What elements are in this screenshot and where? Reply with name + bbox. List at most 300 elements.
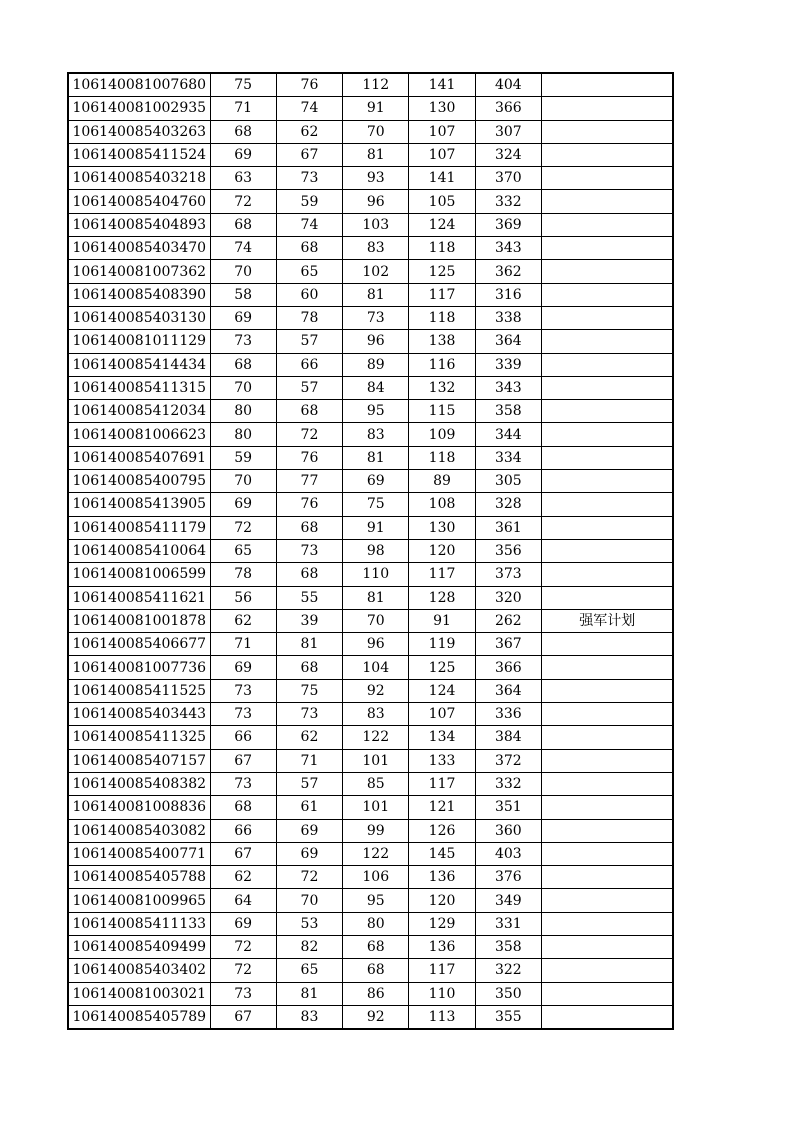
table-row (68, 97, 673, 120)
candidate-id-cell: 106140085414434 (68, 353, 210, 376)
table-row (68, 959, 673, 982)
subject-2-score-cell: 65 (276, 959, 342, 982)
table-row (68, 213, 673, 236)
subject-4-score-cell: 108 (409, 493, 475, 516)
subject-2-score-cell: 72 (276, 866, 342, 889)
total-score-cell: 355 (475, 1005, 541, 1029)
candidate-id-cell: 106140085404893 (68, 213, 210, 236)
subject-1-score-cell: 80 (210, 423, 276, 446)
subject-2-score-cell: 76 (276, 493, 342, 516)
subject-4-score-cell: 141 (409, 167, 475, 190)
subject-4-score-cell: 130 (409, 516, 475, 539)
subject-1-score-cell: 62 (210, 866, 276, 889)
subject-4-score-cell: 124 (409, 679, 475, 702)
subject-4-score-cell: 118 (409, 306, 475, 329)
note-cell (541, 586, 673, 609)
subject-4-score-cell: 117 (409, 772, 475, 795)
subject-3-score-cell: 68 (343, 935, 409, 958)
table-row (68, 260, 673, 283)
score-table (67, 72, 674, 1030)
table-row (68, 726, 673, 749)
subject-4-score-cell: 136 (409, 935, 475, 958)
table-row (68, 539, 673, 562)
note-cell (541, 703, 673, 726)
subject-1-score-cell: 59 (210, 446, 276, 469)
subject-4-score-cell: 113 (409, 1005, 475, 1029)
candidate-id-cell: 106140085403402 (68, 959, 210, 982)
subject-1-score-cell: 68 (210, 353, 276, 376)
note-cell (541, 679, 673, 702)
candidate-id-cell: 106140085411525 (68, 679, 210, 702)
candidate-id-cell: 106140081006623 (68, 423, 210, 446)
subject-4-score-cell: 117 (409, 283, 475, 306)
note-cell (541, 516, 673, 539)
candidate-id-cell: 106140085403443 (68, 703, 210, 726)
subject-3-score-cell: 99 (343, 819, 409, 842)
subject-2-score-cell: 65 (276, 260, 342, 283)
total-score-cell: 362 (475, 260, 541, 283)
note-cell (541, 772, 673, 795)
subject-4-score-cell: 134 (409, 726, 475, 749)
table-row (68, 866, 673, 889)
subject-3-score-cell: 91 (343, 97, 409, 120)
subject-2-score-cell: 71 (276, 749, 342, 772)
subject-4-score-cell: 91 (409, 609, 475, 632)
note-cell: 强军计划 (541, 609, 673, 632)
subject-3-score-cell: 110 (343, 563, 409, 586)
subject-2-score-cell: 39 (276, 609, 342, 632)
total-score-cell: 328 (475, 493, 541, 516)
table-row (68, 120, 673, 143)
note-cell (541, 866, 673, 889)
candidate-id-cell: 106140081007362 (68, 260, 210, 283)
subject-3-score-cell: 122 (343, 842, 409, 865)
subject-4-score-cell: 129 (409, 912, 475, 935)
note-cell (541, 889, 673, 912)
table-row (68, 563, 673, 586)
subject-1-score-cell: 73 (210, 772, 276, 795)
subject-3-score-cell: 70 (343, 609, 409, 632)
subject-1-score-cell: 75 (210, 73, 276, 97)
note-cell (541, 237, 673, 260)
subject-4-score-cell: 124 (409, 213, 475, 236)
subject-1-score-cell: 63 (210, 167, 276, 190)
subject-1-score-cell: 62 (210, 609, 276, 632)
subject-4-score-cell: 120 (409, 889, 475, 912)
note-cell (541, 749, 673, 772)
subject-4-score-cell: 89 (409, 470, 475, 493)
note-cell (541, 656, 673, 679)
candidate-id-cell: 106140085411179 (68, 516, 210, 539)
subject-3-score-cell: 92 (343, 679, 409, 702)
subject-3-score-cell: 73 (343, 306, 409, 329)
candidate-id-cell: 106140081007680 (68, 73, 210, 97)
subject-2-score-cell: 62 (276, 726, 342, 749)
subject-2-score-cell: 73 (276, 539, 342, 562)
note-cell (541, 633, 673, 656)
table-row (68, 1005, 673, 1029)
candidate-id-cell: 106140085403263 (68, 120, 210, 143)
subject-4-score-cell: 120 (409, 539, 475, 562)
subject-4-score-cell: 125 (409, 656, 475, 679)
subject-3-score-cell: 96 (343, 330, 409, 353)
subject-2-score-cell: 67 (276, 143, 342, 166)
note-cell (541, 97, 673, 120)
subject-1-score-cell: 71 (210, 633, 276, 656)
total-score-cell: 334 (475, 446, 541, 469)
subject-2-score-cell: 81 (276, 982, 342, 1005)
total-score-cell: 364 (475, 679, 541, 702)
candidate-id-cell: 106140085413905 (68, 493, 210, 516)
table-row (68, 446, 673, 469)
note-cell (541, 446, 673, 469)
subject-2-score-cell: 69 (276, 819, 342, 842)
table-row (68, 237, 673, 260)
candidate-id-cell: 106140085403082 (68, 819, 210, 842)
subject-4-score-cell: 126 (409, 819, 475, 842)
subject-2-score-cell: 83 (276, 1005, 342, 1029)
subject-2-score-cell: 68 (276, 400, 342, 423)
candidate-id-cell: 106140081008836 (68, 796, 210, 819)
note-cell (541, 213, 673, 236)
subject-3-score-cell: 96 (343, 633, 409, 656)
subject-1-score-cell: 74 (210, 237, 276, 260)
total-score-cell: 339 (475, 353, 541, 376)
subject-4-score-cell: 130 (409, 97, 475, 120)
table-row (68, 982, 673, 1005)
subject-1-score-cell: 72 (210, 959, 276, 982)
note-cell (541, 353, 673, 376)
note-cell (541, 283, 673, 306)
subject-4-score-cell: 141 (409, 73, 475, 97)
note-cell (541, 493, 673, 516)
candidate-id-cell: 106140085411621 (68, 586, 210, 609)
subject-2-score-cell: 68 (276, 516, 342, 539)
total-score-cell: 262 (475, 609, 541, 632)
total-score-cell: 331 (475, 912, 541, 935)
subject-3-score-cell: 84 (343, 376, 409, 399)
candidate-id-cell: 106140085403130 (68, 306, 210, 329)
subject-3-score-cell: 104 (343, 656, 409, 679)
candidate-id-cell: 106140085411133 (68, 912, 210, 935)
table-row (68, 842, 673, 865)
total-score-cell: 364 (475, 330, 541, 353)
subject-4-score-cell: 118 (409, 446, 475, 469)
subject-2-score-cell: 57 (276, 376, 342, 399)
subject-2-score-cell: 53 (276, 912, 342, 935)
note-cell (541, 470, 673, 493)
candidate-id-cell: 106140085408382 (68, 772, 210, 795)
table-row (68, 376, 673, 399)
subject-2-score-cell: 78 (276, 306, 342, 329)
table-row (68, 935, 673, 958)
subject-1-score-cell: 58 (210, 283, 276, 306)
subject-3-score-cell: 75 (343, 493, 409, 516)
subject-3-score-cell: 83 (343, 423, 409, 446)
total-score-cell: 343 (475, 376, 541, 399)
table-row (68, 772, 673, 795)
note-cell (541, 819, 673, 842)
subject-1-score-cell: 70 (210, 470, 276, 493)
subject-1-score-cell: 68 (210, 120, 276, 143)
candidate-id-cell: 106140085411524 (68, 143, 210, 166)
candidate-id-cell: 106140085411315 (68, 376, 210, 399)
candidate-id-cell: 106140085409499 (68, 935, 210, 958)
table-row (68, 633, 673, 656)
subject-2-score-cell: 66 (276, 353, 342, 376)
subject-4-score-cell: 117 (409, 959, 475, 982)
subject-1-score-cell: 80 (210, 400, 276, 423)
candidate-id-cell: 106140085406677 (68, 633, 210, 656)
subject-3-score-cell: 95 (343, 400, 409, 423)
total-score-cell: 384 (475, 726, 541, 749)
subject-3-score-cell: 95 (343, 889, 409, 912)
table-row (68, 167, 673, 190)
subject-1-score-cell: 69 (210, 912, 276, 935)
total-score-cell: 322 (475, 959, 541, 982)
table-row (68, 143, 673, 166)
subject-3-score-cell: 92 (343, 1005, 409, 1029)
subject-2-score-cell: 61 (276, 796, 342, 819)
subject-3-score-cell: 96 (343, 190, 409, 213)
subject-2-score-cell: 73 (276, 703, 342, 726)
total-score-cell: 358 (475, 400, 541, 423)
table-row (68, 586, 673, 609)
total-score-cell: 372 (475, 749, 541, 772)
subject-1-score-cell: 68 (210, 213, 276, 236)
table-row (68, 796, 673, 819)
note-cell (541, 376, 673, 399)
subject-3-score-cell: 86 (343, 982, 409, 1005)
note-cell (541, 1005, 673, 1029)
subject-2-score-cell: 76 (276, 73, 342, 97)
note-cell (541, 73, 673, 97)
subject-2-score-cell: 76 (276, 446, 342, 469)
candidate-id-cell: 106140081009965 (68, 889, 210, 912)
total-score-cell: 369 (475, 213, 541, 236)
total-score-cell: 324 (475, 143, 541, 166)
subject-2-score-cell: 75 (276, 679, 342, 702)
total-score-cell: 366 (475, 656, 541, 679)
table-row (68, 493, 673, 516)
note-cell (541, 982, 673, 1005)
total-score-cell: 361 (475, 516, 541, 539)
subject-4-score-cell: 107 (409, 703, 475, 726)
total-score-cell: 332 (475, 190, 541, 213)
candidate-id-cell: 106140085403470 (68, 237, 210, 260)
table-row (68, 819, 673, 842)
table-row (68, 470, 673, 493)
note-cell (541, 260, 673, 283)
subject-1-score-cell: 72 (210, 935, 276, 958)
subject-2-score-cell: 55 (276, 586, 342, 609)
total-score-cell: 349 (475, 889, 541, 912)
subject-4-score-cell: 118 (409, 237, 475, 260)
total-score-cell: 336 (475, 703, 541, 726)
note-cell (541, 726, 673, 749)
subject-3-score-cell: 85 (343, 772, 409, 795)
subject-1-score-cell: 73 (210, 703, 276, 726)
subject-4-score-cell: 116 (409, 353, 475, 376)
table-row (68, 283, 673, 306)
candidate-id-cell: 106140085404760 (68, 190, 210, 213)
candidate-id-cell: 106140081011129 (68, 330, 210, 353)
subject-3-score-cell: 70 (343, 120, 409, 143)
subject-1-score-cell: 69 (210, 493, 276, 516)
subject-3-score-cell: 68 (343, 959, 409, 982)
total-score-cell: 360 (475, 819, 541, 842)
total-score-cell: 403 (475, 842, 541, 865)
subject-3-score-cell: 83 (343, 703, 409, 726)
subject-2-score-cell: 59 (276, 190, 342, 213)
subject-4-score-cell: 110 (409, 982, 475, 1005)
total-score-cell: 376 (475, 866, 541, 889)
subject-3-score-cell: 112 (343, 73, 409, 97)
candidate-id-cell: 106140085403218 (68, 167, 210, 190)
total-score-cell: 351 (475, 796, 541, 819)
subject-1-score-cell: 66 (210, 726, 276, 749)
note-cell (541, 400, 673, 423)
total-score-cell: 370 (475, 167, 541, 190)
candidate-id-cell: 106140085408390 (68, 283, 210, 306)
subject-3-score-cell: 69 (343, 470, 409, 493)
subject-3-score-cell: 122 (343, 726, 409, 749)
total-score-cell: 344 (475, 423, 541, 446)
subject-2-score-cell: 72 (276, 423, 342, 446)
candidate-id-cell: 106140085407157 (68, 749, 210, 772)
subject-4-score-cell: 109 (409, 423, 475, 446)
subject-1-score-cell: 64 (210, 889, 276, 912)
note-cell (541, 306, 673, 329)
candidate-id-cell: 106140085407691 (68, 446, 210, 469)
subject-1-score-cell: 67 (210, 1005, 276, 1029)
subject-1-score-cell: 69 (210, 306, 276, 329)
subject-3-score-cell: 81 (343, 446, 409, 469)
subject-1-score-cell: 66 (210, 819, 276, 842)
table-row (68, 306, 673, 329)
candidate-id-cell: 106140085411325 (68, 726, 210, 749)
table-row (68, 73, 673, 97)
subject-1-score-cell: 70 (210, 260, 276, 283)
subject-1-score-cell: 65 (210, 539, 276, 562)
candidate-id-cell: 106140081001878 (68, 609, 210, 632)
subject-4-score-cell: 136 (409, 866, 475, 889)
subject-2-score-cell: 74 (276, 97, 342, 120)
subject-2-score-cell: 62 (276, 120, 342, 143)
candidate-id-cell: 106140081007736 (68, 656, 210, 679)
subject-2-score-cell: 57 (276, 772, 342, 795)
subject-2-score-cell: 68 (276, 563, 342, 586)
subject-2-score-cell: 73 (276, 167, 342, 190)
subject-4-score-cell: 105 (409, 190, 475, 213)
note-cell (541, 120, 673, 143)
subject-1-score-cell: 73 (210, 679, 276, 702)
total-score-cell: 307 (475, 120, 541, 143)
table-row (68, 656, 673, 679)
table-row (68, 400, 673, 423)
score-table-body (68, 73, 673, 1029)
subject-1-score-cell: 72 (210, 516, 276, 539)
total-score-cell: 356 (475, 539, 541, 562)
subject-1-score-cell: 72 (210, 190, 276, 213)
subject-2-score-cell: 69 (276, 842, 342, 865)
table-row (68, 679, 673, 702)
subject-4-score-cell: 119 (409, 633, 475, 656)
subject-3-score-cell: 101 (343, 796, 409, 819)
table-row (68, 516, 673, 539)
subject-1-score-cell: 68 (210, 796, 276, 819)
subject-1-score-cell: 73 (210, 982, 276, 1005)
note-cell (541, 912, 673, 935)
subject-1-score-cell: 56 (210, 586, 276, 609)
subject-1-score-cell: 69 (210, 143, 276, 166)
subject-3-score-cell: 83 (343, 237, 409, 260)
total-score-cell: 373 (475, 563, 541, 586)
subject-3-score-cell: 103 (343, 213, 409, 236)
note-cell (541, 935, 673, 958)
table-row (68, 749, 673, 772)
subject-1-score-cell: 67 (210, 749, 276, 772)
subject-4-score-cell: 133 (409, 749, 475, 772)
candidate-id-cell: 106140085400771 (68, 842, 210, 865)
subject-4-score-cell: 132 (409, 376, 475, 399)
candidate-id-cell: 106140085412034 (68, 400, 210, 423)
total-score-cell: 366 (475, 97, 541, 120)
subject-1-score-cell: 70 (210, 376, 276, 399)
total-score-cell: 320 (475, 586, 541, 609)
note-cell (541, 167, 673, 190)
subject-1-score-cell: 78 (210, 563, 276, 586)
subject-4-score-cell: 115 (409, 400, 475, 423)
subject-3-score-cell: 81 (343, 586, 409, 609)
subject-4-score-cell: 107 (409, 120, 475, 143)
subject-3-score-cell: 80 (343, 912, 409, 935)
subject-2-score-cell: 82 (276, 935, 342, 958)
subject-2-score-cell: 77 (276, 470, 342, 493)
table-row (68, 703, 673, 726)
table-row (68, 609, 673, 632)
table-row (68, 353, 673, 376)
subject-3-score-cell: 81 (343, 283, 409, 306)
total-score-cell: 350 (475, 982, 541, 1005)
table-row (68, 912, 673, 935)
subject-4-score-cell: 121 (409, 796, 475, 819)
candidate-id-cell: 106140081003021 (68, 982, 210, 1005)
total-score-cell: 316 (475, 283, 541, 306)
table-row (68, 889, 673, 912)
subject-3-score-cell: 101 (343, 749, 409, 772)
subject-3-score-cell: 81 (343, 143, 409, 166)
candidate-id-cell: 106140081002935 (68, 97, 210, 120)
note-cell (541, 796, 673, 819)
subject-3-score-cell: 93 (343, 167, 409, 190)
total-score-cell: 332 (475, 772, 541, 795)
subject-3-score-cell: 89 (343, 353, 409, 376)
table-row (68, 423, 673, 446)
table-row (68, 190, 673, 213)
subject-4-score-cell: 125 (409, 260, 475, 283)
total-score-cell: 367 (475, 633, 541, 656)
subject-2-score-cell: 70 (276, 889, 342, 912)
note-cell (541, 190, 673, 213)
subject-4-score-cell: 138 (409, 330, 475, 353)
note-cell (541, 959, 673, 982)
subject-1-score-cell: 67 (210, 842, 276, 865)
subject-1-score-cell: 71 (210, 97, 276, 120)
note-cell (541, 842, 673, 865)
candidate-id-cell: 106140085405789 (68, 1005, 210, 1029)
total-score-cell: 305 (475, 470, 541, 493)
